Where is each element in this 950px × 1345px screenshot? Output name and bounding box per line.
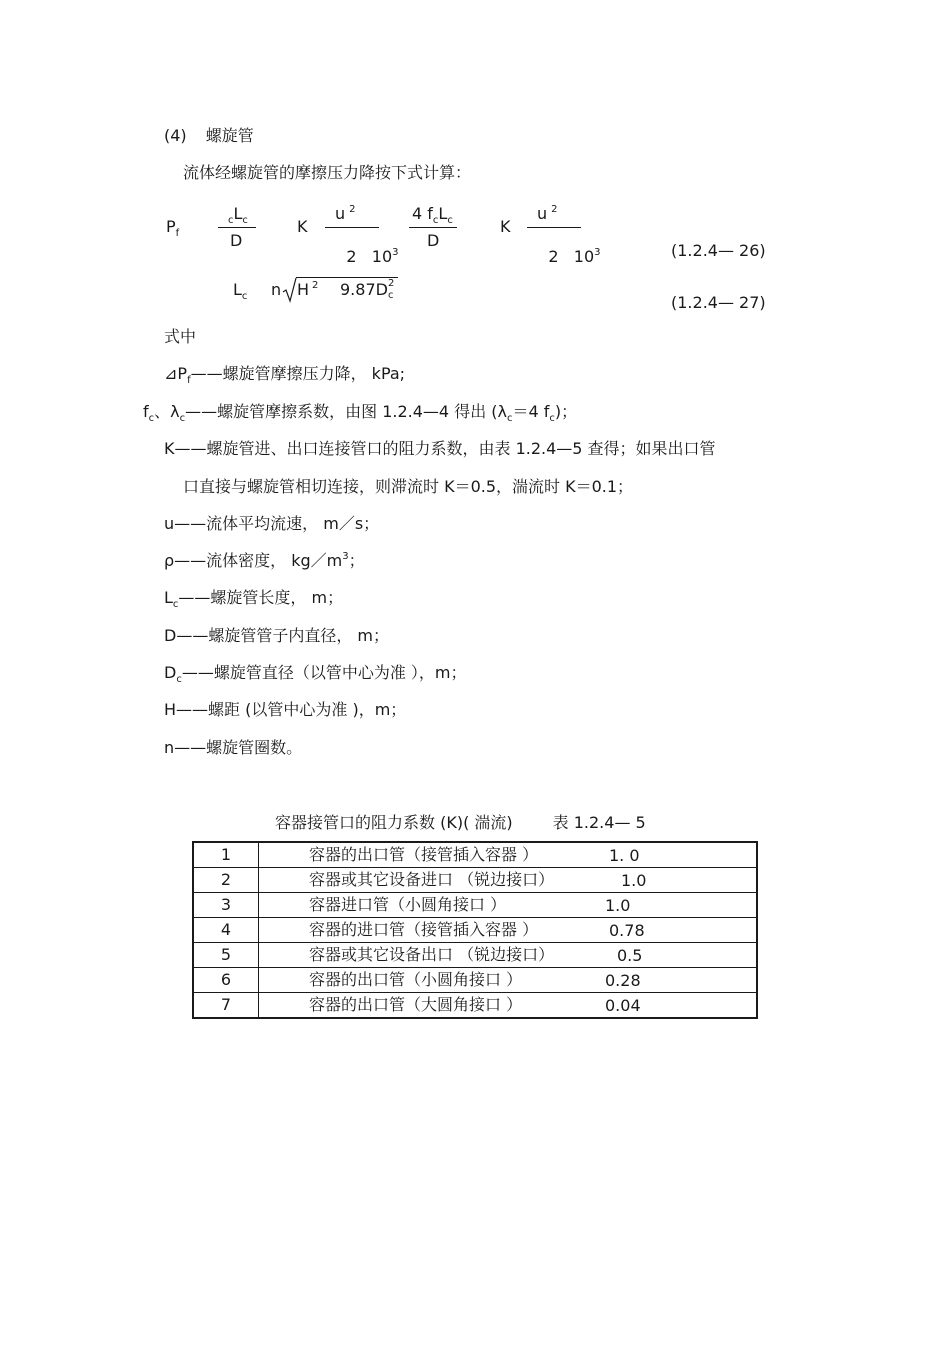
section-heading: [164, 128, 254, 144]
def-velocity: u——流体平均流速， m／s；: [164, 514, 380, 533]
frac3-line: [409, 227, 457, 228]
def-coil-length: $L_c——$螺旋管长度， m；: [164, 588, 344, 610]
row-number: 4: [193, 918, 259, 943]
formula2-term: 9.87D 2 c: [340, 278, 395, 301]
row-description: 容器或其它设备出口 （锐边接口）: [309, 945, 555, 964]
def-friction-factor: $f_c$、$\lambda_c——$螺旋管摩擦系数，由图 1.2.4—4 得出 ($\lambda_c=4$ $f_c$)；: [143, 402, 578, 424]
row-description-cell: [259, 918, 758, 943]
table-row: [193, 943, 757, 968]
formula2-number: (1.2.4— 27): [671, 293, 766, 312]
row-description-cell: [259, 842, 758, 868]
frac2-denominator: 2 $10^3$: [346, 247, 399, 266]
table-row: [193, 918, 757, 943]
row-description-cell: [259, 893, 758, 918]
row-description: 容器的出口管（大圆角接口 ）: [309, 995, 523, 1014]
def-inner-diameter: D——螺旋管管子内直径， m；: [164, 626, 389, 645]
row-value: 0.28: [605, 971, 641, 990]
row-description: 容器的进口管（接管插入容器 ）: [309, 920, 539, 939]
row-number: 1: [193, 842, 259, 868]
formula1-k1: K: [297, 217, 308, 236]
def-coil-diameter: $D_c——$螺旋管直径（以管中心为准 ），m；: [164, 663, 467, 685]
def-density: ρ——流体密度， $kg/m^3$；: [164, 551, 365, 570]
sqrt-bar: [296, 277, 398, 278]
row-description: 容器或其它设备进口 （锐边接口）: [309, 870, 555, 889]
frac4-line: [527, 227, 581, 228]
frac2-numerator: u $^2$: [335, 204, 356, 223]
frac2-line: [325, 227, 379, 228]
formula1-k2: K: [500, 217, 511, 236]
row-number: 7: [193, 993, 259, 1019]
row-number: 2: [193, 868, 259, 893]
row-description-cell: [259, 993, 758, 1019]
def-pressure-drop: $⊿P_f——$螺旋管摩擦压力降， kPa;: [164, 364, 406, 386]
row-number: 5: [193, 943, 259, 968]
where-label: 式中: [164, 327, 197, 346]
frac1-denominator: D: [230, 231, 243, 250]
frac1-line: [218, 227, 256, 228]
row-value: 0.78: [609, 921, 645, 940]
frac4-numerator: u $^2$: [537, 204, 558, 223]
section-number: (4): [164, 126, 187, 145]
table-row: [193, 868, 757, 893]
formula2-n: n: [271, 280, 282, 299]
row-value: 1.0: [621, 871, 647, 890]
resistance-coefficient-table: [192, 841, 758, 1019]
row-value: 0.04: [605, 996, 641, 1015]
row-number: 3: [193, 893, 259, 918]
table-row: [193, 893, 757, 918]
formula2-lhs: $L_c$: [233, 280, 248, 302]
frac4-denominator: 2 $10^3$: [548, 247, 601, 266]
formula1-number: (1.2.4— 26): [671, 241, 766, 260]
section-title: 螺旋管: [205, 126, 254, 145]
sqrt-sign: [282, 277, 298, 303]
row-number: 6: [193, 968, 259, 993]
row-value: 1.0: [605, 896, 631, 915]
row-description: 容器的出口管（小圆角接口 ）: [309, 970, 523, 989]
def-pitch: H——螺距 (以管中心为准 )，m；: [164, 700, 407, 719]
intro-text: 流体经螺旋管的摩擦压力降按下式计算：: [183, 163, 472, 182]
formula2-h: H $^2$: [297, 280, 319, 299]
row-description: 容器进口管（小圆角接口 ）: [309, 895, 507, 914]
table-caption: 容器接管口的阻力系数 (K)( 湍流) 表 1.2.4— 5: [275, 813, 646, 832]
table-row: [193, 968, 757, 993]
formula1-lhs: $P_f$: [166, 217, 180, 239]
frac1-numerator: $_cL_c$: [228, 204, 248, 226]
row-description: 容器的出口管（接管插入容器 ）: [309, 845, 539, 864]
row-description-cell: [259, 968, 758, 993]
table-row: [193, 993, 757, 1019]
row-value: 1. 0: [609, 846, 640, 865]
def-turns: n——螺旋管圈数。: [164, 738, 303, 757]
table-row: [193, 842, 757, 868]
def-k-line1: K——螺旋管进、出口连接管口的阻力系数，由表 1.2.4—5 查得；如果出口管: [164, 439, 716, 458]
row-value: 0.5: [617, 946, 643, 965]
frac3-numerator: 4 $f_cL_c$: [412, 204, 453, 226]
frac3-denominator: D: [427, 231, 440, 250]
row-description-cell: [259, 943, 758, 968]
def-k-line2: 口直接与螺旋管相切连接，则滞流时 K＝0.5，湍流时 K＝0.1；: [183, 477, 634, 496]
row-description-cell: [259, 868, 758, 893]
